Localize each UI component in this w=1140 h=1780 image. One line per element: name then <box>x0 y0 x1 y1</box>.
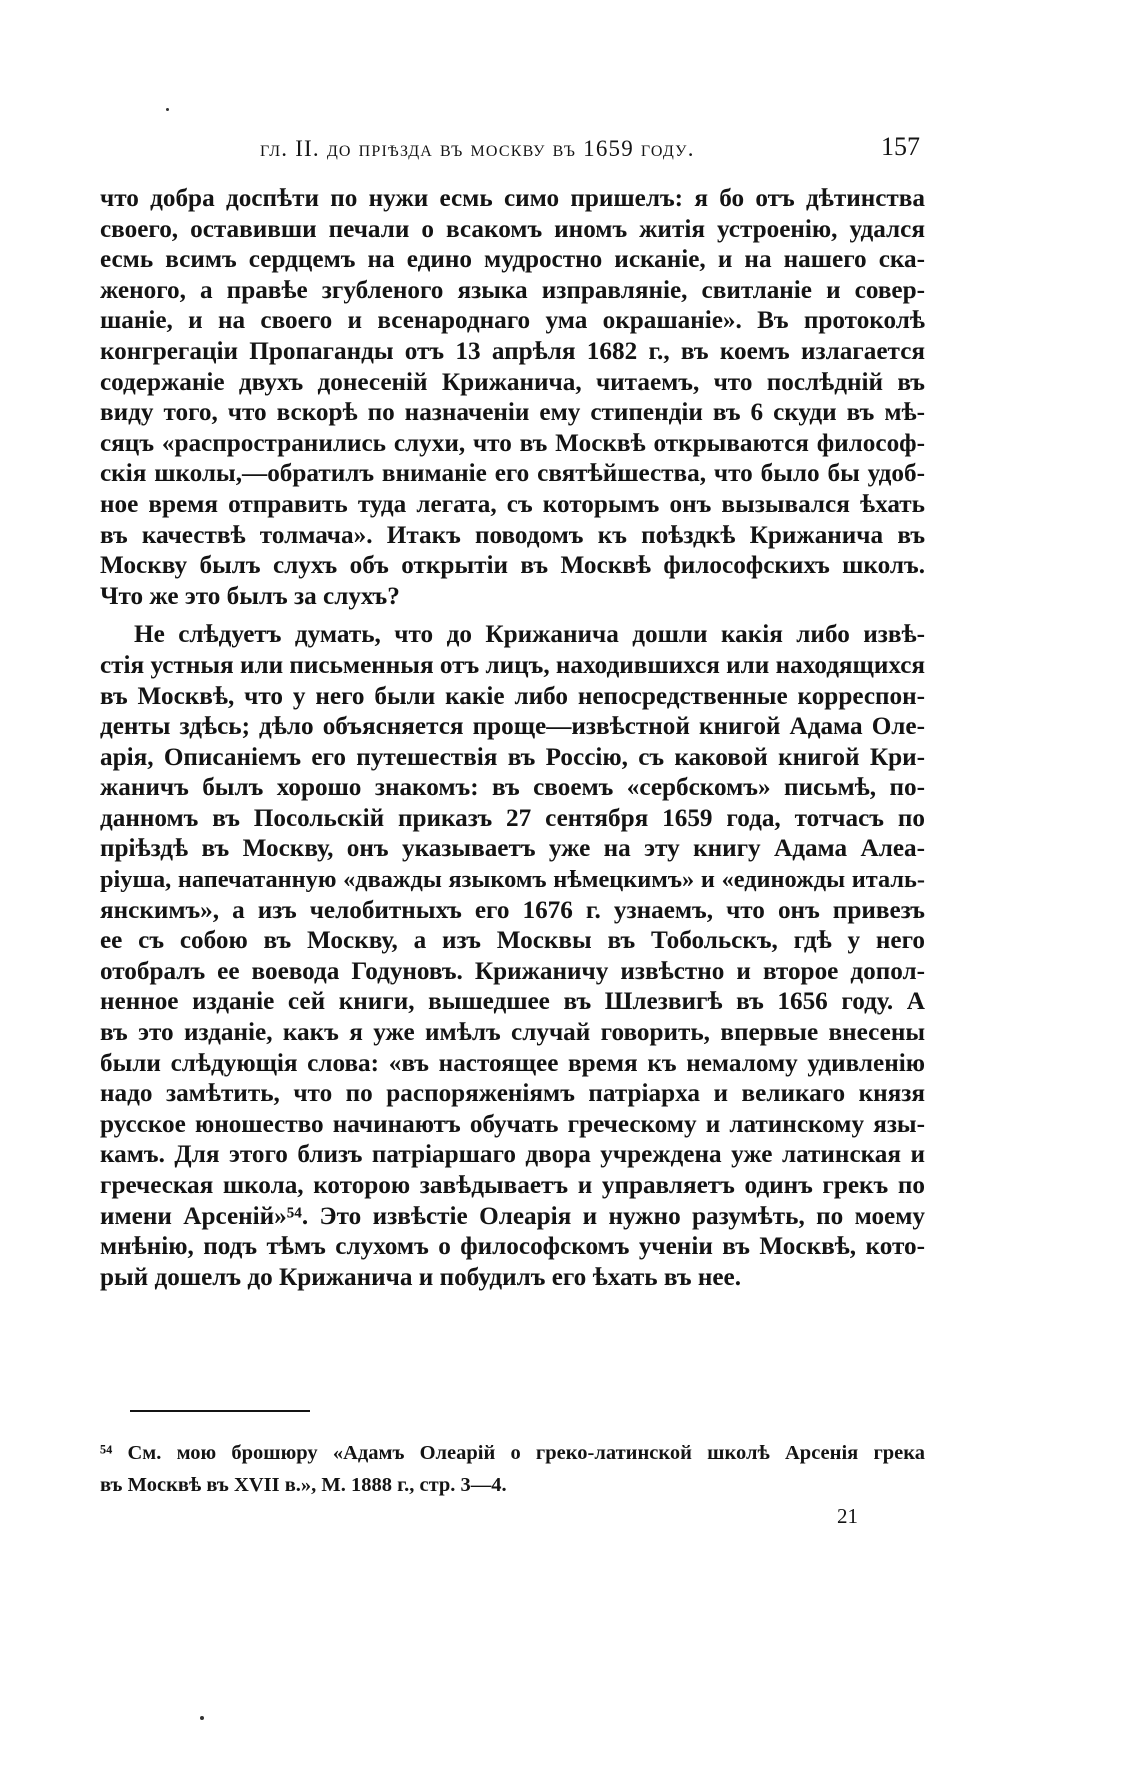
footnote-line: ⁵⁴ См. мою брошюру «Адамъ Олеарій о греко-латинской школѣ Арсенія грека <box>100 1442 925 1464</box>
text-line: Не слѣдуетъ думать, что до Крижанича дошли какія либо извѣ- <box>134 621 925 649</box>
text-line: жаничъ былъ хорошо знакомъ: въ своемъ «сербскомъ» письмѣ, по- <box>100 774 925 802</box>
text-line: арія, Описаніемъ его путешествія въ Россію, съ каковой книгой Кри- <box>100 743 925 771</box>
text-line: въ Москвѣ, что у него были какіе либо непосредственные корреспон- <box>100 682 925 710</box>
signature-mark: 21 <box>837 1504 858 1528</box>
text-line: рый дошелъ до Крижанича и побудилъ его ѣхать въ нее. <box>100 1263 741 1291</box>
text-line: греческая школа, которою завѣдываетъ и управляетъ одинъ грекъ по <box>100 1172 925 1199</box>
text-line: Что же это былъ за слухъ? <box>100 582 400 610</box>
text-line: янскимъ», а изъ челобитныхъ его 1676 г. узнаемъ, что онъ привезъ <box>100 896 925 924</box>
ink-speck <box>166 108 169 111</box>
text-line: Москву былъ слухъ объ открытіи въ Москвѣ философскихъ школъ. <box>100 552 925 580</box>
paragraph-2 <box>100 620 925 1293</box>
page-number: 157 <box>881 132 920 161</box>
ink-speck <box>200 1716 204 1720</box>
text-line: есмь всимъ сердцемъ на едино мудростно исканіе, и на нашего ска- <box>100 246 925 274</box>
text-line: въ это изданіе, какъ я уже имѣлъ случай говорить, впервые внесены <box>100 1019 925 1047</box>
text-line: въ качествѣ толмача». Итакъ поводомъ къ поѣздкѣ Крижанича въ <box>100 521 925 549</box>
text-line: шаніе, и на своего и всенароднаго ума окрашаніе». Въ протоколѣ <box>100 307 925 335</box>
text-line: женого, а правѣе згубленого языка изправляніе, свитланіе и совер- <box>100 276 925 304</box>
text-line: ее съ собою въ Москву, а изъ Москвы въ Тобольскъ, гдѣ у него <box>100 927 925 955</box>
footnote-divider <box>130 1410 310 1412</box>
text-line: стія устныя или письменныя отъ лицъ, находившихся или находящихся <box>100 651 926 679</box>
text-line: камъ. Для этого близъ патріаршаго двора учреждена уже латинская и <box>100 1141 925 1169</box>
text-line: конгрегаціи Пропаганды отъ 13 апрѣля 1682 г., въ коемъ излагается <box>100 337 925 365</box>
text-line: пріѣздѣ въ Москву, онъ указываетъ уже на эту книгу Адама Алеа- <box>100 835 925 863</box>
text-line: данномъ въ Посольскій приказъ 27 сентября 1659 года, тотчасъ по <box>100 804 925 832</box>
text-line: ное время отправить туда легата, съ которымъ онъ вызывался ѣхать <box>100 490 925 518</box>
text-line: что добра доспѣти по нужи есмь симо пришелъ: я бо отъ дѣтинства <box>100 185 925 212</box>
text-line: сяцъ «распространились слухи, что въ Москвѣ открываются философ- <box>100 429 925 457</box>
text-line: отобралъ ее воевода Годуновъ. Крижаничу извѣстно и второе допол- <box>100 957 925 985</box>
text-line: виду того, что вскорѣ по назначеніи ему стипендіи въ 6 скуди въ мѣ- <box>100 399 925 427</box>
text-line: мнѣнію, подъ тѣмъ слухомъ о философскомъ ученіи въ Москвѣ, кото- <box>100 1233 925 1261</box>
text-line: ріуша, напечатанную «дважды языкомъ нѣмецкимъ» и «единожды италь- <box>100 866 925 894</box>
running-title: гл. II. до пріѣзда въ москву въ 1659 году. <box>260 136 695 161</box>
text-line: денты здѣсь; дѣло объясняется проще—извѣстной книгой Адама Оле- <box>100 713 925 741</box>
paragraph-1 <box>100 184 925 612</box>
text-line: ненное изданіе сей книги, вышедшее въ Шлезвигѣ въ 1656 году. А <box>100 988 925 1016</box>
body-text <box>100 184 925 1293</box>
page-header <box>160 132 920 172</box>
text-line: своего, оставивши печали о всакомъ иномъ житія устроенію, удался <box>100 215 925 243</box>
paragraph-gap <box>100 612 925 620</box>
footnote-line: въ Москвѣ въ XVII в.», М. 1888 г., стр. 3—4. <box>100 1474 507 1496</box>
text-line: были слѣдующія слова: «въ настоящее время къ немалому удивленію <box>100 1049 925 1077</box>
text-line: скія школы,—обратилъ вниманіе его святѣйшества, что было бы удоб- <box>100 460 925 488</box>
footnote <box>100 1437 925 1501</box>
text-line: содержаніе двухъ донесеній Крижанича, читаемъ, что послѣдній въ <box>100 368 925 396</box>
text-line: имени Арсеній»⁵⁴. Это извѣстіе Олеарія и нужно разумѣть, по моему <box>100 1202 925 1230</box>
text-line: надо замѣтить, что по распоряженіямъ патріарха и великаго князя <box>100 1080 925 1108</box>
text-line: русское юношество начинаютъ обучать греческому и латинскому язы- <box>100 1110 925 1138</box>
